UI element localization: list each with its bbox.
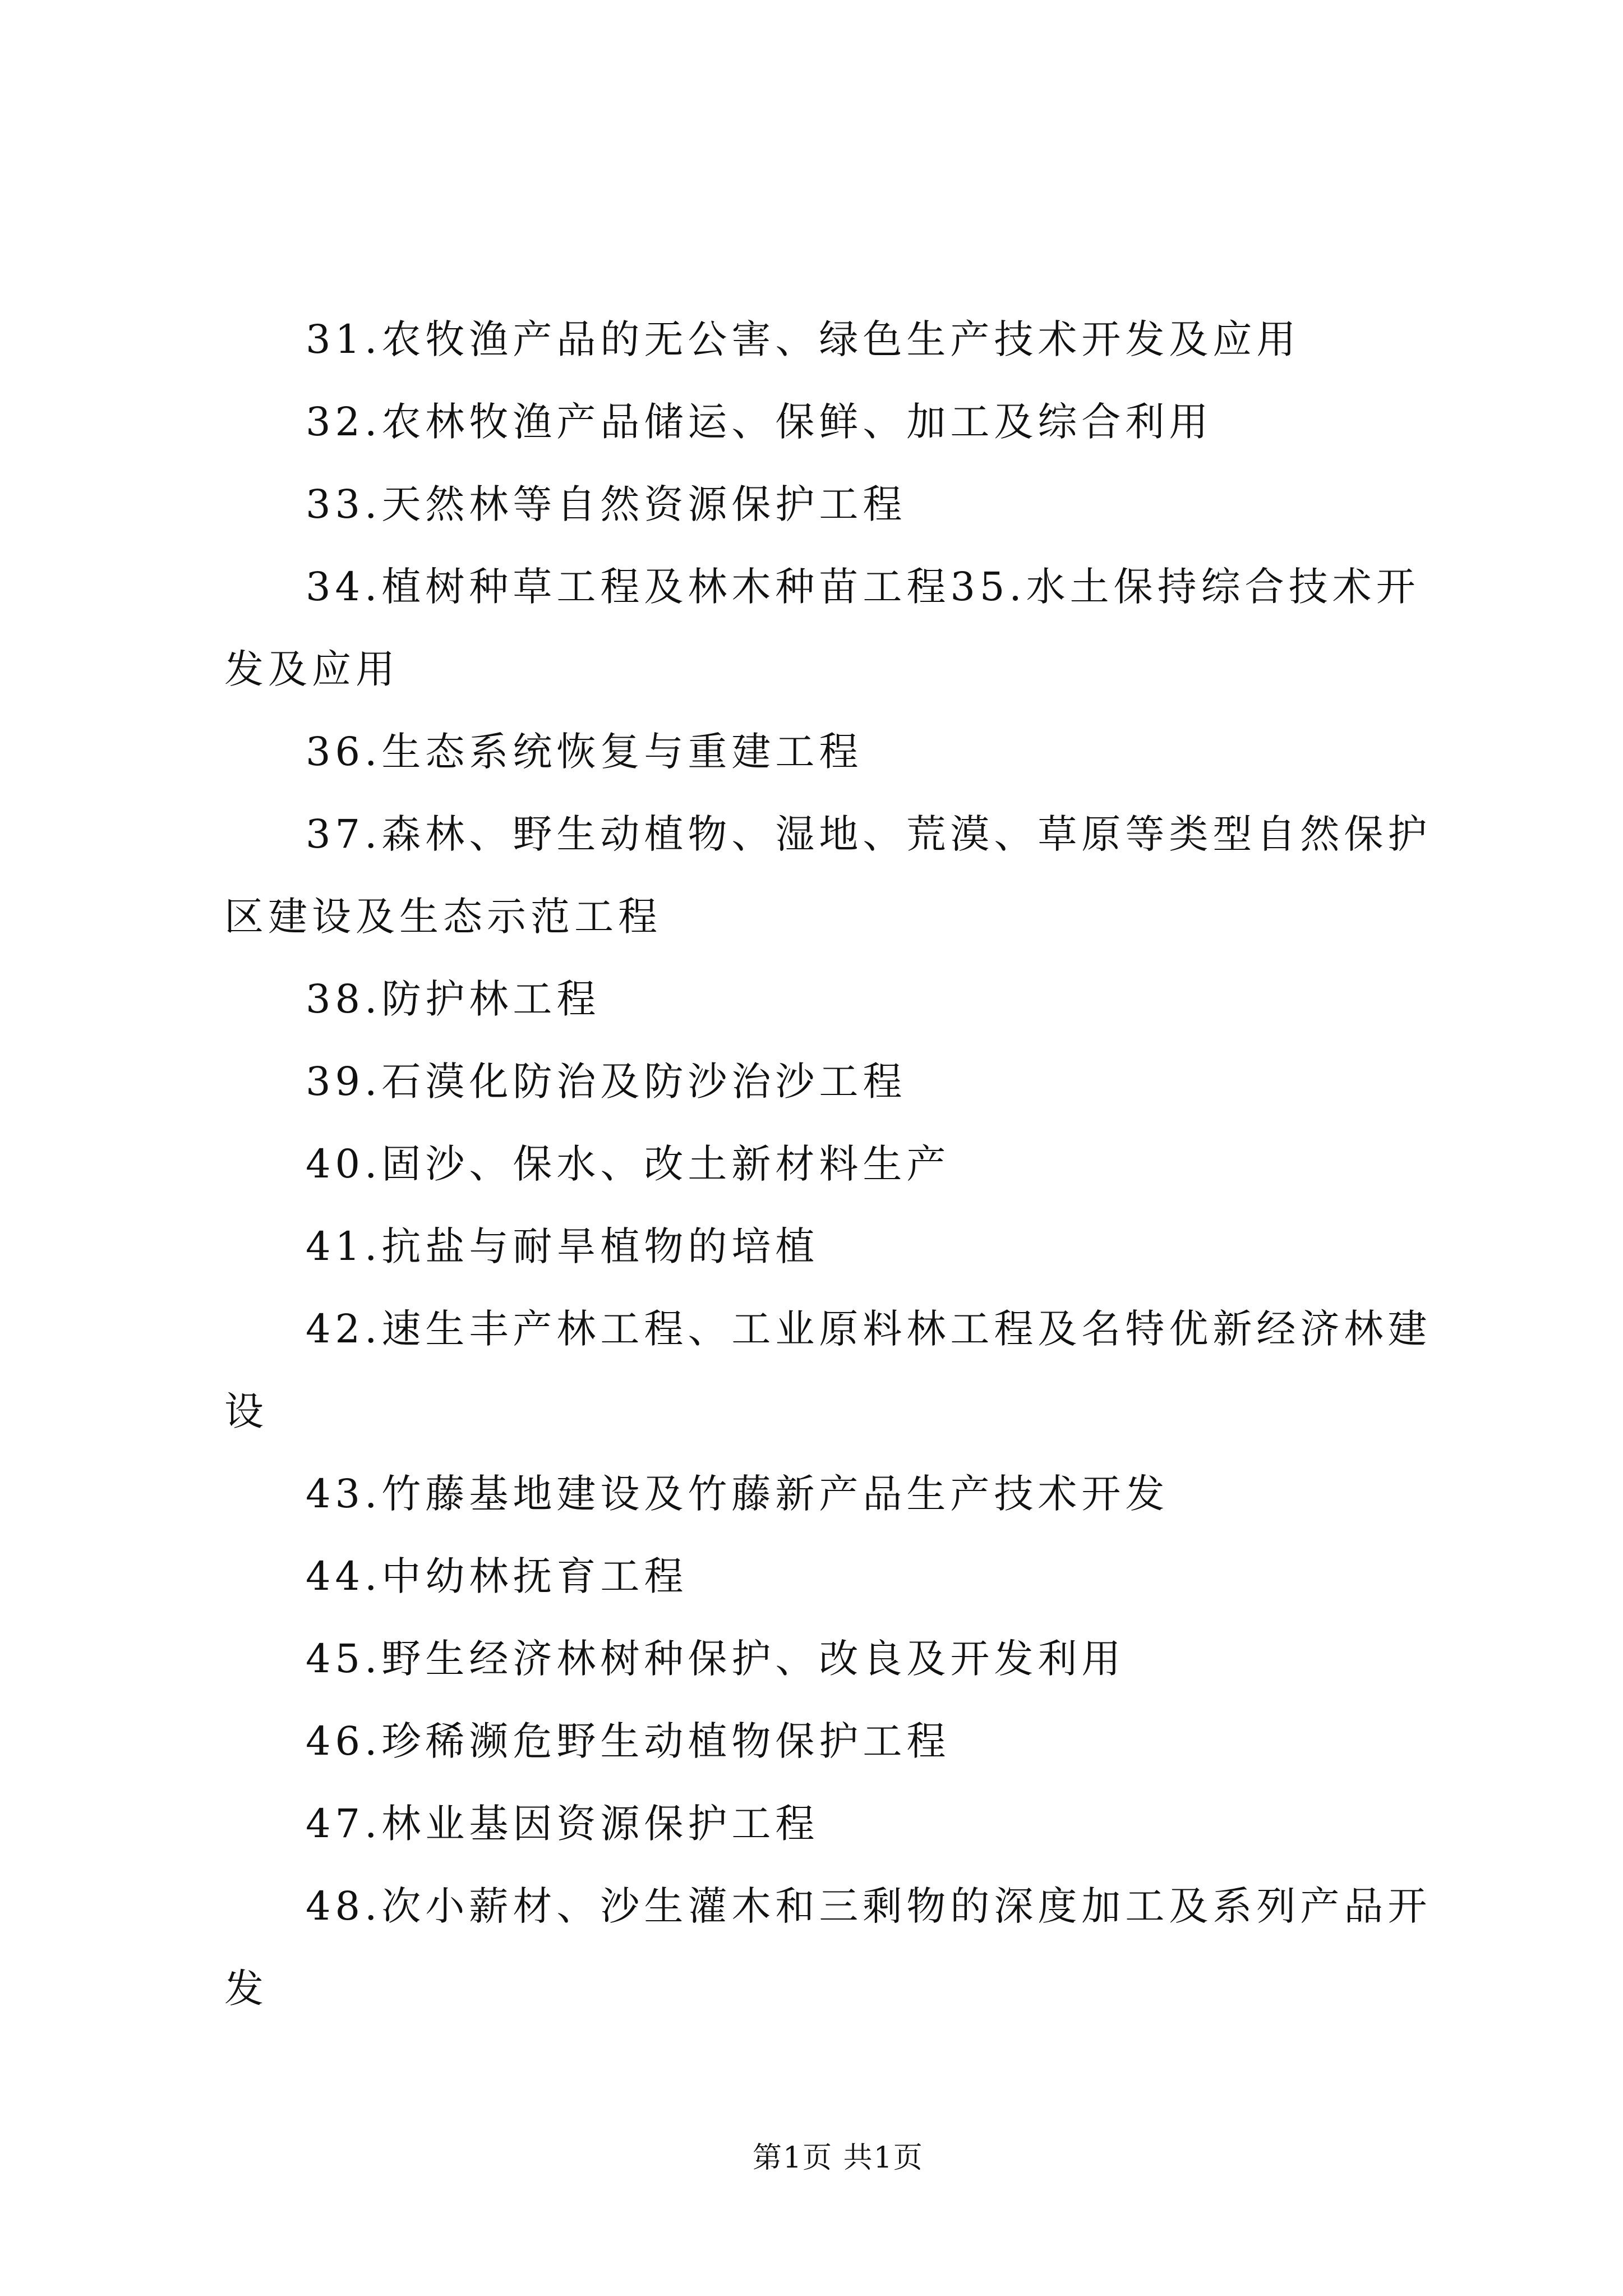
list-item-line: 46.珍稀濒危野生动植物保护工程 xyxy=(306,1718,951,1764)
list-item xyxy=(224,1123,1486,1205)
list-item-line: 45.野生经济林树种保护、改良及开发利用 xyxy=(306,1636,1126,1682)
list-item xyxy=(224,1865,1486,2030)
list-item-line: 37.森林、野生动植物、湿地、荒漠、草原等类型自然保护 xyxy=(306,811,1432,857)
list-item-line: 48.次小薪材、沙生灌木和三剩物的深度加工及系列产品开 xyxy=(306,1883,1432,1929)
list-item xyxy=(224,958,1486,1041)
list-item-line: 41.抗盐与耐旱植物的培植 xyxy=(306,1223,819,1269)
list-item xyxy=(224,1205,1486,1288)
list-item xyxy=(224,1535,1486,1618)
list-item-line: 40.固沙、保水、改土新材料生产 xyxy=(306,1141,951,1187)
list-item-line-continued: 发及应用 xyxy=(224,646,399,692)
list-item-line-continued: 设 xyxy=(224,1388,268,1434)
page-footer xyxy=(753,2140,924,2176)
list-item-line: 36.生态系统恢复与重建工程 xyxy=(306,729,863,775)
list-item xyxy=(224,381,1486,463)
list-item xyxy=(224,1783,1486,1865)
list-item-line: 34.植树种草工程及林木种苗工程35.水土保持综合技术开 xyxy=(306,564,1420,610)
page-number: 第1页 共1页 xyxy=(753,2141,924,2175)
list-item xyxy=(224,1618,1486,1700)
list-item xyxy=(224,1453,1486,1535)
document-body xyxy=(224,298,1486,2030)
list-item xyxy=(224,711,1486,793)
list-item-line: 31.农牧渔产品的无公害、绿色生产技术开发及应用 xyxy=(306,316,1301,362)
list-item-line: 47.林业基因资源保护工程 xyxy=(306,1801,819,1847)
list-item xyxy=(224,1288,1486,1453)
list-item-line-continued: 区建设及生态示范工程 xyxy=(224,894,662,940)
list-item xyxy=(224,1041,1486,1123)
list-item xyxy=(224,546,1486,711)
list-item-line: 38.防护林工程 xyxy=(306,976,601,1022)
list-item-line: 43.竹藤基地建设及竹藤新产品生产技术开发 xyxy=(306,1471,1169,1517)
list-item-line: 42.速生丰产林工程、工业原料林工程及名特优新经济林建 xyxy=(306,1306,1432,1352)
list-item xyxy=(224,463,1486,546)
list-item xyxy=(224,298,1486,381)
list-item xyxy=(224,793,1486,958)
list-item-line: 32.农林牧渔产品储运、保鲜、加工及综合利用 xyxy=(306,399,1213,445)
list-item-line-continued: 发 xyxy=(224,1966,268,2012)
list-item-line: 33.天然林等自然资源保护工程 xyxy=(306,481,907,527)
list-item xyxy=(224,1700,1486,1783)
list-item-line: 39.石漠化防治及防沙治沙工程 xyxy=(306,1059,907,1105)
list-item-line: 44.中幼林抚育工程 xyxy=(306,1553,688,1599)
